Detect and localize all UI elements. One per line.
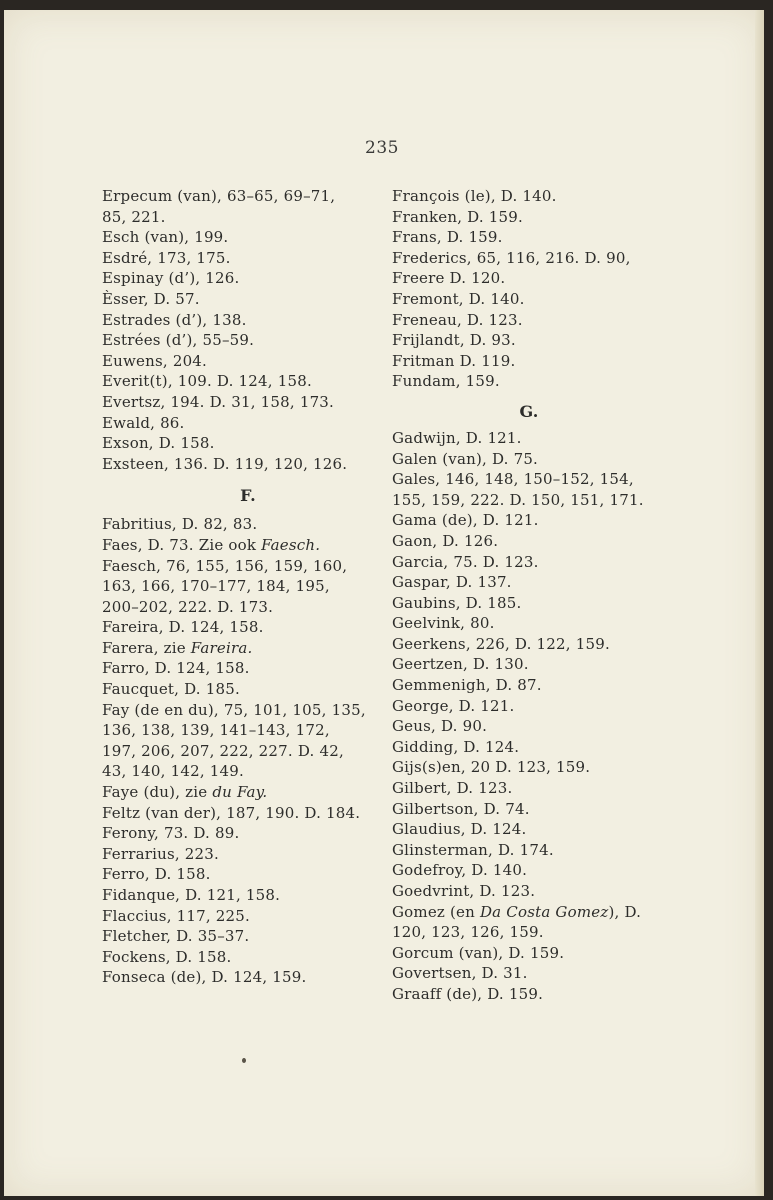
index-entry (392, 572, 660, 593)
index-entry (102, 330, 364, 351)
entry-text: Faye (du), zie (102, 783, 213, 802)
entry-text: Everit(t), 109. D. 124, 158. (102, 372, 312, 391)
entry-text: Fay (de en du), 75, 101, 105, 135, (102, 700, 366, 719)
index-entry (392, 207, 660, 228)
index-entry (392, 449, 660, 470)
index-entry (102, 535, 364, 556)
index-entry (102, 514, 364, 535)
index-entry (392, 428, 660, 449)
page-edge (755, 10, 764, 1196)
index-entry (102, 658, 364, 679)
entry-text: Gorcum (van), D. 159. (392, 943, 565, 962)
index-entry (392, 330, 660, 351)
entry-text: Gilbertson, D. 74. (392, 799, 530, 818)
entry-text: Flaccius, 117, 225. (102, 906, 251, 925)
index-entry (102, 782, 364, 803)
entry-text: Exsteen, 136. D. 119, 120, 126. (102, 454, 348, 473)
entry-text: Frederics, 65, 116, 216. D. 90, (392, 248, 631, 267)
entry-text: Esch (van), 199. (102, 228, 229, 247)
index-entry (392, 186, 660, 207)
index-block-f (102, 514, 364, 988)
index-entry (102, 454, 364, 475)
entry-text: Esdré, 173, 175. (102, 248, 231, 267)
index-entry (392, 351, 660, 372)
index-entry (102, 186, 364, 227)
index-entry (392, 371, 660, 392)
index-entry (102, 268, 364, 289)
index-entry (392, 552, 660, 573)
index-entry (392, 248, 660, 269)
entry-continuation: 200–202, 222. D. 173. (102, 597, 274, 616)
entry-text: Gijs(s)en, 20 D. 123, 159. (392, 758, 591, 777)
entry-text: François (le), D. 140. (392, 187, 557, 205)
entry-continuation: 120, 123, 126, 159. (392, 923, 544, 942)
entry-continuation: 43, 140, 142, 149. (102, 762, 244, 781)
entry-text: Faesch, 76, 155, 156, 159, 160, (102, 556, 348, 575)
entry-text: Gaspar, D. 137. (392, 573, 512, 592)
entry-text: Glaudius, D. 124. (392, 820, 527, 839)
entry-text: Graaff (de), D. 159. (392, 984, 544, 1003)
index-entry (392, 902, 660, 943)
index-entry (102, 679, 364, 700)
index-entry (102, 310, 364, 331)
index-entry (102, 803, 364, 824)
entry-text: Euwens, 204. (102, 351, 208, 370)
index-entry (102, 700, 364, 782)
entry-text: Ewald, 86. (102, 413, 185, 432)
index-entry (102, 227, 364, 248)
index-entry (392, 654, 660, 675)
entry-text: Gemmenigh, D. 87. (392, 676, 542, 695)
index-entry (102, 617, 364, 638)
entry-text: Fremont, D. 140. (392, 289, 525, 308)
entry-text: Geerkens, 226, D. 122, 159. (392, 634, 610, 653)
entry-text: Estrades (d’), 138. (102, 310, 247, 329)
index-entry (102, 248, 364, 269)
page-number: 235 (365, 138, 399, 158)
entry-text: Govertsen, D. 31. (392, 964, 528, 983)
index-entry (102, 351, 364, 372)
entry-text: Fabritius, D. 82, 83. (102, 515, 258, 534)
book-page (4, 10, 764, 1196)
entry-text: Fonseca (de), D. 124, 159. (102, 968, 307, 987)
entry-text: Evertsz, 194. D. 31, 158, 173. (102, 392, 335, 411)
index-entry (392, 963, 660, 984)
entry-text: Fundam, 159. (392, 372, 500, 391)
entry-text: Franken, D. 159. (392, 207, 523, 226)
index-entry (102, 638, 364, 659)
entry-text: Gomez (en (392, 902, 480, 921)
index-entry (102, 392, 364, 413)
index-entry (392, 778, 660, 799)
entry-cross-reference: Fareira. (190, 638, 253, 657)
index-entry (102, 967, 364, 988)
index-entry (102, 906, 364, 927)
entry-text: Freere D. 120. (392, 269, 506, 288)
index-entry (392, 310, 660, 331)
entry-text: Ferro, D. 158. (102, 865, 211, 884)
index-entry (102, 947, 364, 968)
entry-continuation: 155, 159, 222. D. 150, 151, 171. (392, 490, 644, 509)
entry-text-after: ), D. (608, 902, 642, 921)
index-entry (102, 556, 364, 618)
index-block-e (102, 186, 364, 474)
entry-text: Feltz (van der), 187, 190. D. 184. (102, 803, 361, 822)
index-entry (392, 799, 660, 820)
index-entry (102, 864, 364, 885)
index-entry (392, 531, 660, 552)
entry-text: Frijlandt, D. 93. (392, 331, 516, 350)
entry-text: Geus, D. 90. (392, 717, 488, 736)
index-entry (392, 613, 660, 634)
index-entry (392, 716, 660, 737)
index-entry (392, 675, 660, 696)
entry-continuation: 197, 206, 207, 222, 227. D. 42, (102, 741, 344, 760)
entry-text: Fletcher, D. 35–37. (102, 927, 250, 946)
index-entry (102, 413, 364, 434)
entry-text: Èsser, D. 57. (102, 289, 200, 308)
index-column-right (392, 186, 660, 1005)
index-entry (392, 268, 660, 289)
index-column-left (102, 186, 364, 988)
entry-continuation: 136, 138, 139, 141–143, 172, (102, 721, 330, 740)
entry-text: Faucquet, D. 185. (102, 680, 240, 699)
index-entry (392, 757, 660, 778)
entry-text: Farro, D. 124, 158. (102, 659, 250, 678)
index-entry (392, 634, 660, 655)
entry-text: Fidanque, D. 121, 158. (102, 886, 281, 904)
entry-text: Fareira, D. 124, 158. (102, 618, 264, 637)
index-entry (392, 593, 660, 614)
entry-text: Fockens, D. 158. (102, 947, 232, 966)
index-entry (392, 881, 660, 902)
index-entry (392, 943, 660, 964)
index-entry (392, 984, 660, 1005)
entry-text: Gales, 146, 148, 150–152, 154, (392, 470, 634, 489)
index-entry (392, 510, 660, 531)
entry-cross-reference: du Fay. (212, 783, 268, 802)
entry-text: Farera, zie (102, 638, 191, 657)
entry-cross-reference: Da Costa Gomez (479, 902, 609, 921)
entry-text: Galen (van), D. 75. (392, 449, 539, 468)
index-entry (392, 737, 660, 758)
section-heading-g: G. (519, 401, 539, 421)
entry-text: Ferony, 73. D. 89. (102, 824, 240, 843)
index-entry (392, 840, 660, 861)
index-entry (392, 819, 660, 840)
entry-text: George, D. 121. (392, 696, 515, 715)
index-entry (392, 696, 660, 717)
index-block-g (392, 428, 660, 1005)
index-entry (102, 289, 364, 310)
index-entry (392, 469, 660, 510)
index-entry (392, 227, 660, 248)
entry-text: Godefroy, D. 140. (392, 861, 528, 880)
entry-text: Glinsterman, D. 174. (392, 840, 554, 859)
entry-text: Espinay (d’), 126. (102, 269, 240, 288)
entry-text: Goedvrint, D. 123. (392, 882, 536, 900)
entry-text: Gadwijn, D. 121. (392, 428, 522, 447)
index-block-f-cont (392, 186, 660, 392)
entry-text: Gidding, D. 124. (392, 737, 520, 756)
index-entry (392, 860, 660, 881)
index-entry (102, 926, 364, 947)
entry-text: Faes, D. 73. Zie ook (102, 535, 262, 554)
section-heading-f: F. (240, 486, 256, 506)
entry-text: Garcia, 75. D. 123. (392, 552, 539, 571)
entry-text: Erpecum (van), 63–65, 69–71, (102, 187, 336, 205)
index-entry (102, 823, 364, 844)
index-entry (102, 885, 364, 906)
index-entry (102, 433, 364, 454)
entry-continuation: 163, 166, 170–177, 184, 195, (102, 577, 330, 596)
entry-text: Gilbert, D. 123. (392, 779, 513, 798)
entry-text: Geelvink, 80. (392, 614, 495, 633)
entry-text: Geertzen, D. 130. (392, 655, 529, 674)
entry-text: Ferrarius, 223. (102, 844, 220, 863)
index-entry (102, 844, 364, 865)
entry-text: Freneau, D. 123. (392, 310, 523, 329)
entry-text: Frans, D. 159. (392, 228, 503, 247)
entry-cross-reference: Faesch. (261, 535, 321, 554)
entry-text: Fritman D. 119. (392, 351, 516, 370)
entry-text: Exson, D. 158. (102, 434, 215, 453)
entry-text: Gaon, D. 126. (392, 531, 499, 550)
ink-speck (242, 1058, 246, 1063)
index-entry (102, 371, 364, 392)
entry-text: Estrées (d’), 55–59. (102, 331, 255, 350)
index-entry (392, 289, 660, 310)
entry-text: Gaubins, D. 185. (392, 593, 522, 612)
entry-text: Gama (de), D. 121. (392, 511, 539, 530)
entry-continuation: 85, 221. (102, 207, 166, 226)
